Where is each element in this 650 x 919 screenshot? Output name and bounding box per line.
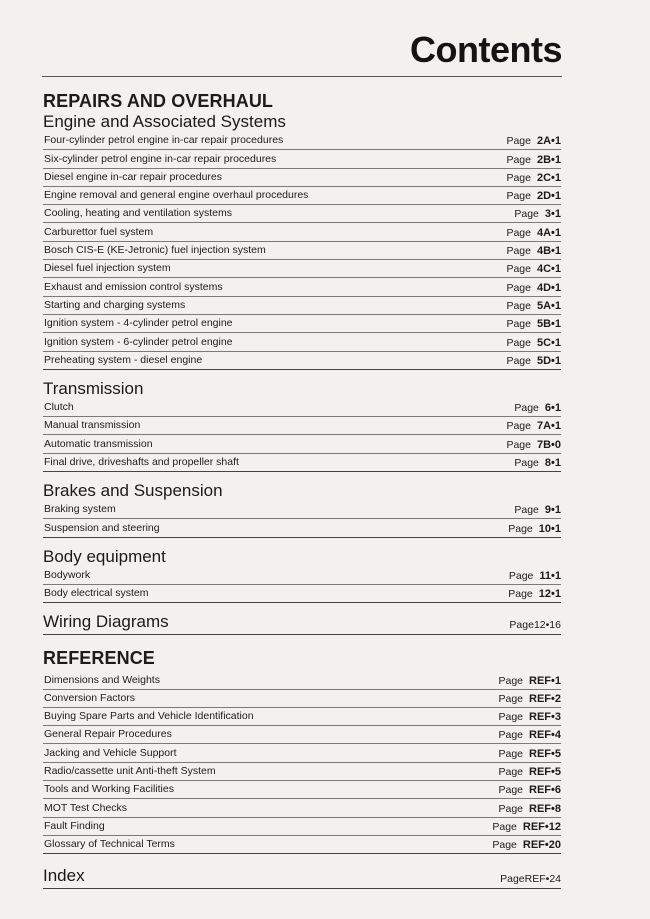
toc-entry[interactable]	[43, 242, 561, 260]
toc-entry[interactable]	[43, 501, 561, 519]
page-number: REF•12	[522, 820, 561, 833]
page-ref	[499, 693, 562, 707]
page-ref	[506, 227, 561, 241]
page-ref	[506, 263, 561, 277]
toc-entry-label: Glossary of Technical Terms	[44, 838, 175, 851]
toc-entry-label: Carburettor fuel system	[44, 225, 154, 238]
page-ref	[514, 504, 561, 518]
page-number: 2A•1	[536, 135, 561, 148]
page-ref	[514, 208, 561, 222]
page-word: Page	[506, 438, 531, 451]
page-number: 5D•1	[536, 354, 561, 367]
page-word: Page	[506, 336, 531, 349]
toc-entry[interactable]	[43, 352, 561, 370]
page-word: Page	[492, 839, 517, 852]
page-word: Page	[506, 226, 531, 239]
toc-entry-label: Dimensions and Weights	[44, 673, 160, 686]
page-word: Page	[506, 299, 531, 312]
toc-entry[interactable]	[43, 763, 561, 781]
page-ref	[506, 172, 561, 186]
toc-entry-label: Ignition system - 4-cylinder petrol engine	[44, 317, 233, 330]
toc-entry[interactable]	[43, 315, 561, 333]
page-number: 4D•1	[536, 281, 561, 294]
page-number: 11•1	[539, 569, 561, 582]
toc-entry-label: Conversion Factors	[44, 691, 136, 704]
toc-entry-label: Clutch	[44, 401, 74, 414]
toc-entry[interactable]	[43, 297, 561, 315]
page-ref	[508, 588, 561, 602]
toc-entry-label: Suspension and steering	[44, 521, 160, 534]
toc-entry-label: Starting and charging systems	[44, 298, 186, 311]
repair-sections	[43, 112, 561, 603]
toc-entry[interactable]	[43, 671, 561, 689]
section-heading: Body equipment	[43, 546, 166, 566]
toc-entry[interactable]	[43, 454, 561, 472]
page-ref	[506, 190, 561, 204]
page-ref	[499, 784, 562, 798]
toc-section	[43, 112, 561, 370]
page-word: Page	[498, 711, 524, 724]
page-word: Page	[498, 692, 524, 705]
page-word: Page	[506, 263, 531, 276]
page-word: Page	[506, 281, 531, 294]
page-ref	[506, 135, 561, 149]
page-word: Page	[498, 674, 524, 687]
toc-section	[43, 481, 561, 538]
page-number: 7B•0	[536, 438, 561, 451]
page-word: Page	[506, 354, 531, 367]
page-ref	[509, 570, 561, 584]
page-ref	[509, 619, 561, 632]
page-number: REF•3	[529, 711, 561, 724]
part-heading-repairs: REPAIRS AND OVERHAUL	[43, 91, 274, 111]
page-word: Page	[508, 569, 534, 582]
page-ref	[506, 300, 561, 314]
toc-entry-label: Bosch CIS-E (KE-Jetronic) fuel injection system	[44, 244, 266, 257]
page-number: REF•6	[529, 784, 561, 797]
toc-entry[interactable]	[43, 690, 561, 708]
page-number: REF•24	[524, 873, 561, 886]
page-ref	[514, 402, 561, 416]
page-number: 5A•1	[536, 299, 561, 312]
contents-body	[43, 90, 561, 889]
page-word: Page	[506, 318, 531, 331]
title-rule	[42, 76, 562, 77]
page-number: 7A•1	[536, 420, 561, 433]
page-number: 9•1	[544, 504, 561, 517]
page-word: Page	[506, 420, 531, 433]
page-ref	[506, 245, 561, 259]
toc-entry-label: Bodywork	[44, 568, 91, 581]
page-ref	[506, 420, 561, 434]
toc-entry[interactable]	[43, 333, 561, 351]
page-number: 4C•1	[536, 263, 561, 276]
toc-entry-label: Engine removal and general engine overhaul procedures	[44, 189, 309, 202]
page-ref	[506, 282, 561, 296]
toc-entry-label: Final drive, driveshafts and propeller shaft	[44, 456, 239, 469]
toc-entry[interactable]	[43, 278, 561, 296]
toc-entry[interactable]	[43, 567, 561, 585]
page-number: REF•5	[529, 747, 561, 760]
toc-entry[interactable]	[43, 399, 561, 417]
page-word: Page	[498, 729, 524, 742]
page-word: Page	[514, 208, 539, 221]
page-number: REF•2	[529, 692, 561, 705]
toc-entry-label: Four-cylinder petrol engine in-car repair procedures	[44, 134, 284, 147]
toc-entry[interactable]	[43, 260, 561, 278]
toc-entry[interactable]	[43, 187, 561, 205]
toc-entry[interactable]	[43, 585, 561, 603]
page-word: Page	[498, 766, 524, 779]
toc-section	[43, 547, 561, 604]
toc-entry-label: Diesel fuel injection system	[44, 262, 171, 275]
toc-entry-label: MOT Test Checks	[44, 801, 128, 814]
page-number: 5C•1	[536, 336, 561, 349]
page-title: Contents	[410, 29, 562, 70]
reference-list	[43, 671, 561, 854]
toc-entry[interactable]	[43, 781, 561, 799]
toc-entry[interactable]	[43, 150, 561, 168]
page-word: Page	[500, 873, 525, 886]
page-number: 12•1	[538, 588, 561, 601]
page-word: Page	[506, 190, 531, 203]
toc-entry[interactable]	[43, 799, 561, 817]
page-ref	[492, 821, 561, 835]
part-heading-reference: REFERENCE	[43, 648, 155, 669]
page-ref	[506, 154, 561, 168]
page-ref	[499, 711, 562, 725]
page-number: 4B•1	[536, 245, 561, 258]
toc-entry-label: Six-cylinder petrol engine in-car repair procedures	[44, 152, 277, 165]
toc-entry-label: Diesel engine in-car repair procedures	[44, 170, 223, 183]
toc-entry[interactable]	[43, 205, 561, 223]
toc-entry-label: Body electrical system	[44, 587, 149, 600]
section-heading-wiring: Wiring Diagrams	[43, 612, 169, 632]
page-number: 2D•1	[536, 190, 561, 203]
toc-entry-label: Radio/cassette unit Anti-theft System	[44, 765, 216, 778]
toc-entry[interactable]	[43, 223, 561, 241]
page-ref	[506, 439, 561, 453]
toc-entry[interactable]	[43, 132, 561, 150]
toc-entry-label: Ignition system - 6-cylinder petrol engine	[44, 335, 233, 348]
page-number: REF•8	[529, 802, 561, 815]
toc-entry[interactable]	[43, 417, 561, 435]
page-word: Page	[506, 171, 531, 184]
toc-entry-label: Fault Finding	[44, 819, 105, 832]
page-word: Page	[508, 522, 533, 535]
page-ref	[499, 803, 562, 817]
page-ref	[506, 337, 561, 351]
page-word: Page	[506, 245, 531, 258]
page-ref	[499, 675, 562, 689]
index-row[interactable]	[43, 866, 561, 889]
section-heading: Transmission	[43, 378, 144, 398]
page-ref	[499, 729, 562, 743]
toc-entry[interactable]	[43, 744, 561, 762]
toc-entry-label: Preheating system - diesel engine	[44, 353, 203, 366]
toc-entry[interactable]	[43, 726, 561, 744]
toc-entry[interactable]	[43, 519, 561, 537]
toc-entry-label: Buying Spare Parts and Vehicle Identification	[44, 710, 254, 723]
page-number: REF•4	[529, 729, 561, 742]
page-number: 12•16	[533, 619, 561, 632]
page-word: Page	[506, 153, 531, 166]
page-number: REF•20	[522, 839, 561, 852]
page-number: REF•5	[529, 766, 561, 779]
toc-entry[interactable]	[43, 169, 561, 187]
page-ref	[499, 748, 562, 762]
page-word: Page	[514, 402, 539, 415]
section-heading-index: Index	[43, 866, 85, 886]
page-ref	[500, 873, 561, 886]
toc-entry[interactable]	[43, 818, 561, 836]
page-word: Page	[498, 802, 524, 815]
page-word: Page	[498, 747, 524, 760]
toc-entry[interactable]	[43, 435, 561, 453]
page-ref	[499, 766, 562, 780]
page-number: 3•1	[544, 208, 561, 221]
page-word: Page	[498, 784, 524, 797]
wiring-diagrams-row[interactable]	[43, 612, 561, 635]
toc-entry-label: Exhaust and emission control systems	[44, 280, 223, 293]
page-ref	[508, 523, 561, 537]
page-ref	[514, 457, 561, 471]
page-word: Page	[514, 504, 539, 517]
page-word: Page	[492, 820, 517, 833]
toc-section	[43, 379, 561, 472]
page-number: 2C•1	[536, 171, 561, 184]
toc-entry[interactable]	[43, 836, 561, 854]
toc-entry-label: Manual transmission	[44, 419, 141, 432]
page-ref	[506, 318, 561, 332]
toc-entry-label: Braking system	[44, 503, 116, 516]
section-heading: Brakes and Suspension	[43, 481, 223, 501]
page-number: 10•1	[538, 522, 561, 535]
page-word: Page	[509, 619, 534, 632]
toc-entry-label: Automatic transmission	[44, 437, 153, 450]
page-number: 8•1	[544, 457, 561, 470]
page-word: Page	[508, 588, 533, 601]
page-word: Page	[514, 457, 539, 470]
page-number: REF•1	[529, 674, 561, 687]
toc-entry-label: Cooling, heating and ventilation systems	[44, 207, 232, 220]
toc-entry-label: Tools and Working Facilities	[44, 783, 174, 796]
toc-entry[interactable]	[43, 708, 561, 726]
toc-entry-label: Jacking and Vehicle Support	[44, 746, 177, 759]
section-heading: Engine and Associated Systems	[43, 112, 286, 131]
page-number: 2B•1	[536, 153, 561, 166]
page-ref	[492, 839, 561, 853]
page-word: Page	[506, 135, 531, 148]
page-number: 6•1	[544, 402, 561, 415]
page-number: 4A•1	[536, 226, 561, 239]
toc-entry-label: General Repair Procedures	[44, 728, 172, 741]
page-ref	[506, 355, 561, 369]
page-number: 5B•1	[536, 318, 561, 331]
